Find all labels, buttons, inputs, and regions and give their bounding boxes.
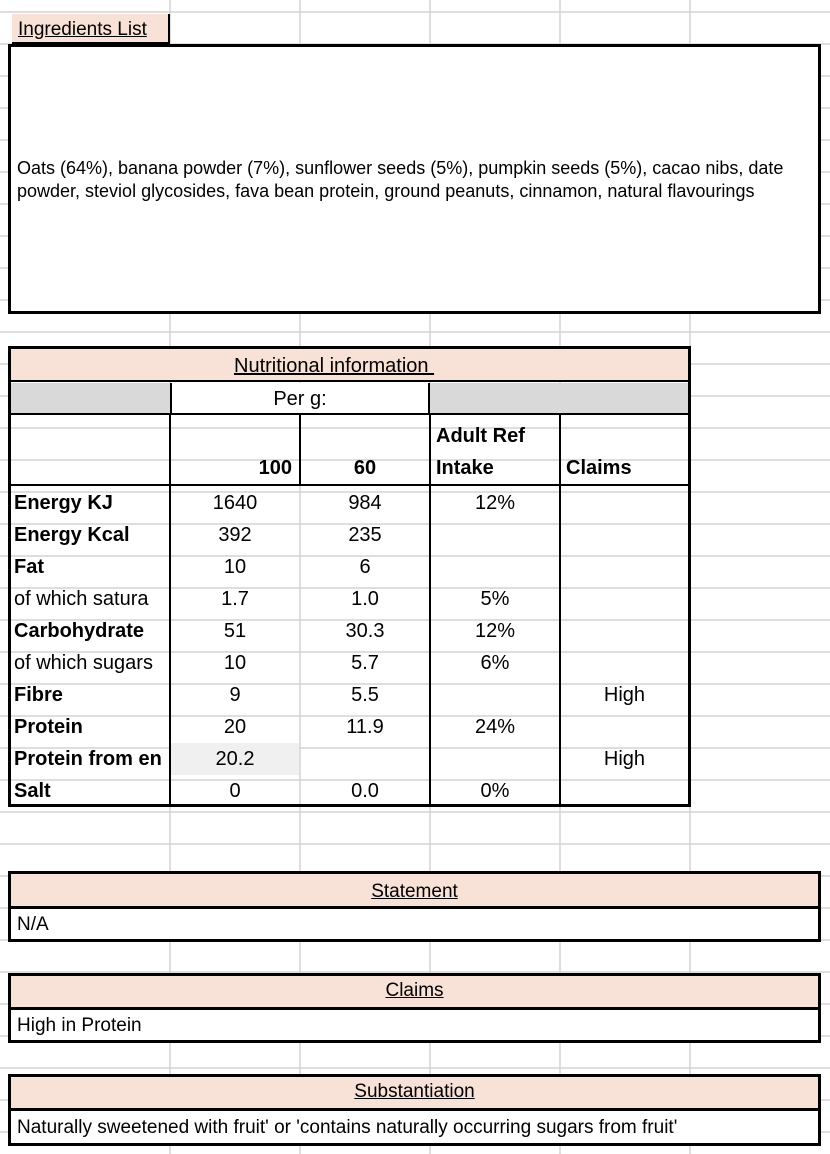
column-header-adult-ref[interactable]: Adult Ref [436, 425, 525, 447]
row-claim[interactable] [561, 647, 688, 679]
row-value-100[interactable]: 10 [223, 652, 247, 674]
ingredients-text: Oats (64%), banana powder (7%), sunflower seeds (5%), pumpkin seeds (5%), cacao nibs, date powder, steviol glycosides, fava bean protein, ground peanuts, cinnamon, natural flavourings [17, 158, 784, 201]
row-value-60[interactable]: 5.7 [351, 652, 379, 674]
row-claim[interactable] [561, 487, 688, 519]
row-value-60[interactable] [301, 743, 429, 775]
row-value-60[interactable]: 1.0 [351, 588, 379, 610]
row-value-100[interactable]: 392 [218, 524, 252, 546]
table-divider-60 [299, 415, 301, 486]
row-label[interactable]: Energy KJ [14, 492, 113, 514]
row-adult-ref[interactable]: 24% [474, 716, 516, 738]
substantiation-text-box[interactable] [8, 1108, 821, 1146]
ingredients-text-box[interactable] [8, 44, 821, 314]
per-label: Per g: [273, 388, 327, 410]
ingredients-header-label: Ingredients List [18, 19, 147, 40]
row-claim[interactable] [561, 711, 688, 743]
row-label[interactable]: of which sugars [14, 652, 153, 674]
substantiation-header: Substantiation [354, 1081, 475, 1102]
row-label[interactable]: Carbohydrate [14, 620, 145, 642]
row-claim[interactable] [561, 583, 688, 615]
row-adult-ref[interactable]: 0% [480, 780, 510, 802]
column-header-intake[interactable]: Intake [436, 457, 494, 479]
row-adult-ref[interactable]: 12% [474, 492, 516, 514]
row-claim[interactable] [561, 519, 688, 551]
column-header-60[interactable]: 60 [353, 457, 377, 479]
row-label[interactable]: Energy Kcal [14, 524, 130, 546]
row-adult-ref[interactable] [431, 519, 559, 551]
claims-header: Claims [385, 980, 444, 1001]
row-value-60[interactable]: 0.0 [351, 780, 379, 802]
row-value-100[interactable]: 1.7 [221, 588, 249, 610]
per-label-cell[interactable] [170, 383, 430, 415]
substantiation-text: Naturally sweetened with fruit' or 'contains naturally occurring sugars from fruit' [17, 1117, 678, 1138]
ingredients-header[interactable] [12, 14, 170, 44]
statement-text-box[interactable] [8, 906, 821, 942]
row-value-60[interactable]: 6 [359, 556, 371, 578]
row-adult-ref[interactable]: 6% [480, 652, 510, 674]
substantiation-header-bar[interactable] [8, 1074, 821, 1110]
row-value-60[interactable]: 5.5 [351, 684, 379, 706]
row-label[interactable]: Fibre [14, 684, 63, 706]
per-row-right [430, 383, 688, 415]
row-label[interactable]: of which satura [14, 588, 149, 610]
row-value-100[interactable]: 51 [223, 620, 247, 642]
row-claim[interactable] [561, 551, 688, 583]
row-value-100[interactable]: 1640 [212, 492, 258, 514]
per-row-left [11, 383, 170, 415]
row-value-100[interactable]: 20.2 [171, 743, 299, 775]
row-value-100[interactable]: 10 [223, 556, 247, 578]
nutrition-title-bar [11, 349, 688, 382]
row-value-100[interactable]: 20 [223, 716, 247, 738]
row-value-100[interactable]: 9 [229, 684, 241, 706]
row-label[interactable]: Salt [14, 780, 51, 802]
claims-text-box[interactable] [8, 1007, 821, 1043]
row-value-60[interactable]: 30.3 [345, 620, 385, 642]
statement-text: N/A [17, 914, 49, 935]
claims-header-bar[interactable] [8, 973, 821, 1009]
claims-text: High in Protein [17, 1015, 142, 1036]
column-header-claims[interactable]: Claims [566, 457, 632, 479]
row-claim[interactable] [561, 615, 688, 647]
row-adult-ref[interactable]: 12% [474, 620, 516, 642]
column-header-100[interactable]: 100 [258, 457, 292, 479]
row-adult-ref[interactable]: 5% [480, 588, 510, 610]
row-value-60[interactable]: 984 [348, 492, 382, 514]
row-value-60[interactable]: 235 [348, 524, 382, 546]
row-adult-ref[interactable] [431, 551, 559, 583]
nutrition-title: Nutritional information [234, 355, 435, 377]
row-claim[interactable] [561, 775, 688, 807]
row-claim[interactable]: High [603, 684, 646, 706]
row-adult-ref[interactable] [431, 743, 559, 775]
row-adult-ref[interactable] [431, 679, 559, 711]
row-label[interactable]: Protein [14, 716, 83, 738]
row-value-60[interactable]: 11.9 [346, 716, 384, 738]
row-value-100[interactable]: 0 [229, 780, 241, 802]
statement-header-bar[interactable] [8, 871, 821, 907]
statement-header: Statement [371, 881, 458, 902]
row-label[interactable]: Protein from en [14, 748, 162, 770]
row-claim[interactable]: High [603, 748, 646, 770]
row-label[interactable]: Fat [14, 556, 44, 578]
